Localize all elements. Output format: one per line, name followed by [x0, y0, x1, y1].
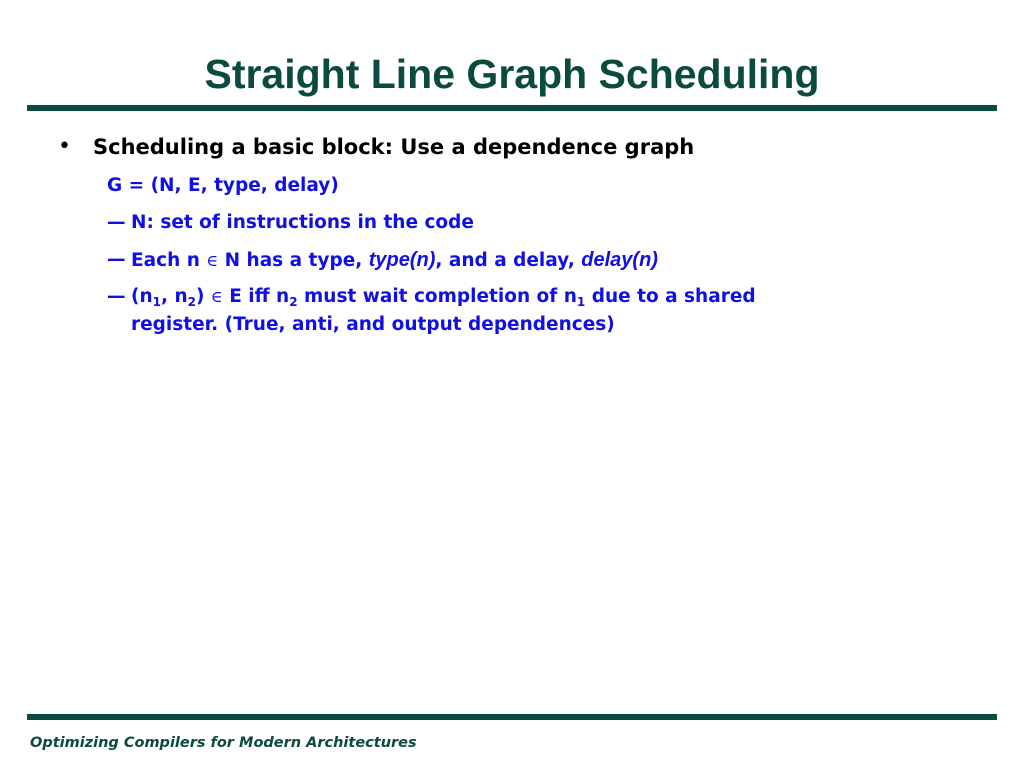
- bullet-marker: •: [58, 134, 71, 159]
- sub-item-text: G = (N, E, type, delay): [107, 175, 339, 196]
- sub-item-continuation: register. (True, anti, and output dependences): [131, 314, 615, 335]
- sub-item-text: Each n ∈ N has a type, type(n), and a delay, delay(n): [131, 249, 658, 271]
- dash-marker: —: [107, 249, 126, 270]
- slide-title: Straight Line Graph Scheduling: [204, 51, 820, 97]
- title-divider: [27, 105, 997, 111]
- delay-function: delay(n): [581, 249, 658, 271]
- sub-item-text: ($n_1$, $n_2$) ∈ E iff $n_2$ must wait completion of $n_1$ due to a shared: [131, 286, 756, 309]
- sub-item-graph-definition: [107, 172, 339, 200]
- dash-marker: —: [107, 286, 126, 307]
- type-function: type(n): [368, 249, 436, 271]
- footer-text: Optimizing Compilers for Modern Architectures: [30, 735, 417, 751]
- dash-marker: —: [107, 212, 126, 233]
- bullet-text: Scheduling a basic block: Use a dependence graph: [93, 135, 695, 159]
- element-of-symbol: ∈: [206, 251, 219, 270]
- footer-divider: [27, 714, 997, 720]
- sub-item-text: N: set of instructions in the code: [131, 212, 474, 233]
- element-of-symbol: ∈: [210, 287, 223, 306]
